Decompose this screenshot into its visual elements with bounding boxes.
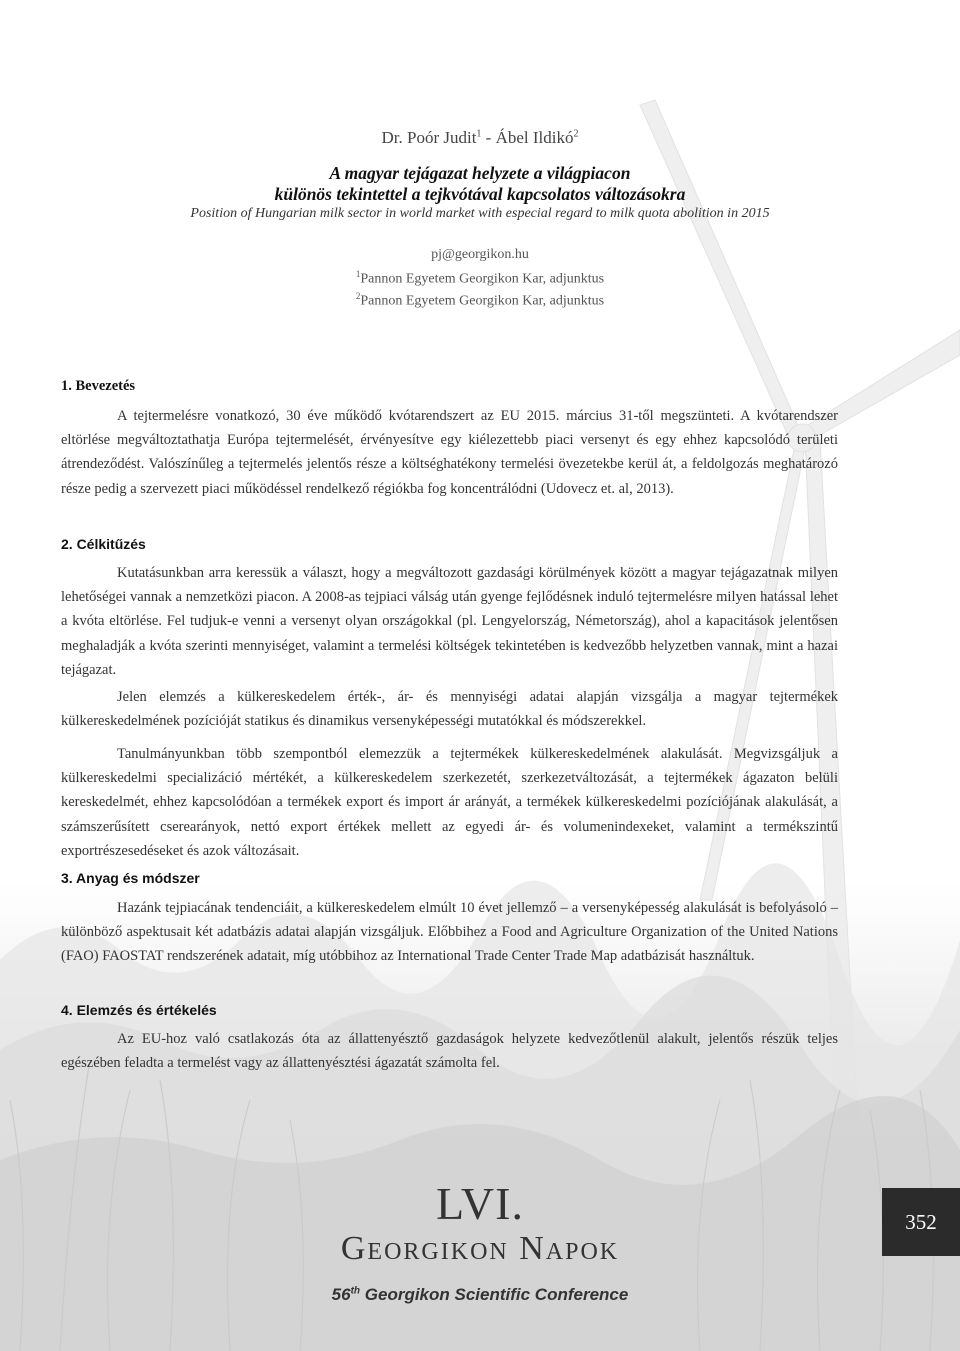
affiliation-2-text: Pannon Egyetem Georgikon Kar, adjunktus	[360, 293, 605, 309]
page-number: 352	[905, 1209, 937, 1234]
title-line-1: A magyar tejágazat helyzete a világpiacon	[329, 163, 631, 183]
conference-ordinal-suffix: th	[350, 1285, 361, 1297]
author-2-affil-mark: 2	[573, 128, 579, 140]
page-number-badge	[882, 1188, 960, 1256]
section-2-paragraph-1: Kutatásunkban arra keressük a választ, hogy a megváltozott gazdasági körülmények között a magyar tejágazatnak milyen lehetőségei vannak a nemzetközi piacon. A 2008-as tejpiaci válság után gyenge fejlődésnek induló tejtermelésre milyen hatással lehet a kvóta eltörlése. Fel tudjuk-e venni a versenyt olyan országokkal (pl. Lengyelország, Németország), ahol a kapacitások jelentősen meghaladják a kvóta szerinti mennyiséget, valamint a termelési költségek tekintetében is kedvezőbb helyzetben vannak, mint a hazai tejágazat.	[61, 565, 838, 678]
conference-english-rest: Georgikon Scientific Conference	[360, 1285, 629, 1304]
author-line	[0, 128, 960, 148]
conference-ordinal: 56	[331, 1285, 351, 1304]
section-heading-2: 2. Célkitűzés	[61, 536, 146, 552]
paper-title-english: Position of Hungarian milk sector in world market with especial regard to milk quota abolition in 2015	[190, 206, 770, 221]
conference-english-name	[0, 1285, 960, 1305]
section-2-paragraph-3: Tanulmányunkban több szempontból elemezzük a tejtermékek külkereskedelmének alakulását. Megvizsgáljuk a külkereskedelmi specializáció mértékét, a külkereskedelem szerkezetét, szerkezetváltozását, a tejtermékek ágazaton belüli kereskedelmét, ehhez kapcsolódóan a termékek export és import ár arányát, a termékek külkereskedelmi pozíciójának alakulását, a számszerűsített cserearányok, nettó export értékek mellett az egyedi ár- és volumenindexeket, valamint a termékszintű exportrészesedéseket és azok változásait.	[61, 746, 838, 859]
paper-title-hungarian	[0, 163, 960, 205]
section-3-paragraph-1: Hazánk tejpiacának tendenciáit, a külkereskedelem elmúlt 10 évet jellemző – a versenyképesség alakulását is befolyásoló – különböző aspektusait két adatbázis adatai alapján vizsgáljuk. Előbbihez a Food and Agriculture Organization of the United Nations (FAO) FAOSTAT rendszerének adatait, míg utóbbihoz az International Trade Center Trade Map adatbázisát használtuk.	[61, 900, 838, 965]
section-heading-1: 1. Bevezetés	[61, 378, 136, 394]
affiliation-1-text: Pannon Egyetem Georgikon Kar, adjunktus	[360, 271, 605, 287]
conference-roman-number: LVI.	[436, 1178, 524, 1229]
affiliation-1-mark: 1	[355, 269, 361, 279]
section-heading-3: 3. Anyag és módszer	[61, 870, 200, 886]
email: pj@georgikon.hu	[431, 247, 529, 262]
section-2-paragraph-2: Jelen elemzés a külkereskedelem érték-, ár- és mennyiségi adatai alapján vizsgálja a magyar tejtermékek külkereskedelmének pozícióját statikus és dinamikus versenyképességi mutatókkal és módszerekkel.	[61, 689, 838, 730]
conference-name: Georgikon Napok	[340, 1230, 620, 1267]
section-heading-4: 4. Elemzés és értékelés	[61, 1002, 217, 1018]
affiliation-2	[0, 291, 960, 310]
affiliation-2-mark: 2	[355, 291, 361, 301]
author-1-affil-mark: 1	[476, 128, 482, 140]
title-line-2: különös tekintettel a tejkvótával kapcsolatos változásokra	[274, 184, 686, 204]
author-separator: -	[481, 128, 496, 147]
section-1-paragraph-1: A tejtermelésre vonatkozó, 30 éve működő kvótarendszert az EU 2015. március 31-től megszünteti. A kvótarendszer eltörlése megváltoztathatja Európa tejtermelését, érvényesítve egy kiélezettebb piaci versenyt és egy ehhez kapcsolódó területi átrendeződést. Valószínűleg a tejtermelés jelentős része a költséghatékony termelési övezetekbe kerül át, a feldolgozás meghatározó része pedig a szervezett piaci működéssel rendelkező régiókba fog koncentrálódni (Udovecz et. al, 2013).	[61, 408, 838, 497]
affiliation-1	[0, 269, 960, 288]
author-2: Ábel Ildikó	[495, 128, 574, 147]
section-4-paragraph-1: Az EU-hoz való csatlakozás óta az állattenyésztő gazdaságok helyzete kedvezőtlenül alakult, jelentős részük teljes egészében feladta a termelést vagy az állattenyésztési ágazatát számolta fel.	[61, 1031, 838, 1072]
author-1: Dr. Poór Judit	[381, 128, 477, 147]
